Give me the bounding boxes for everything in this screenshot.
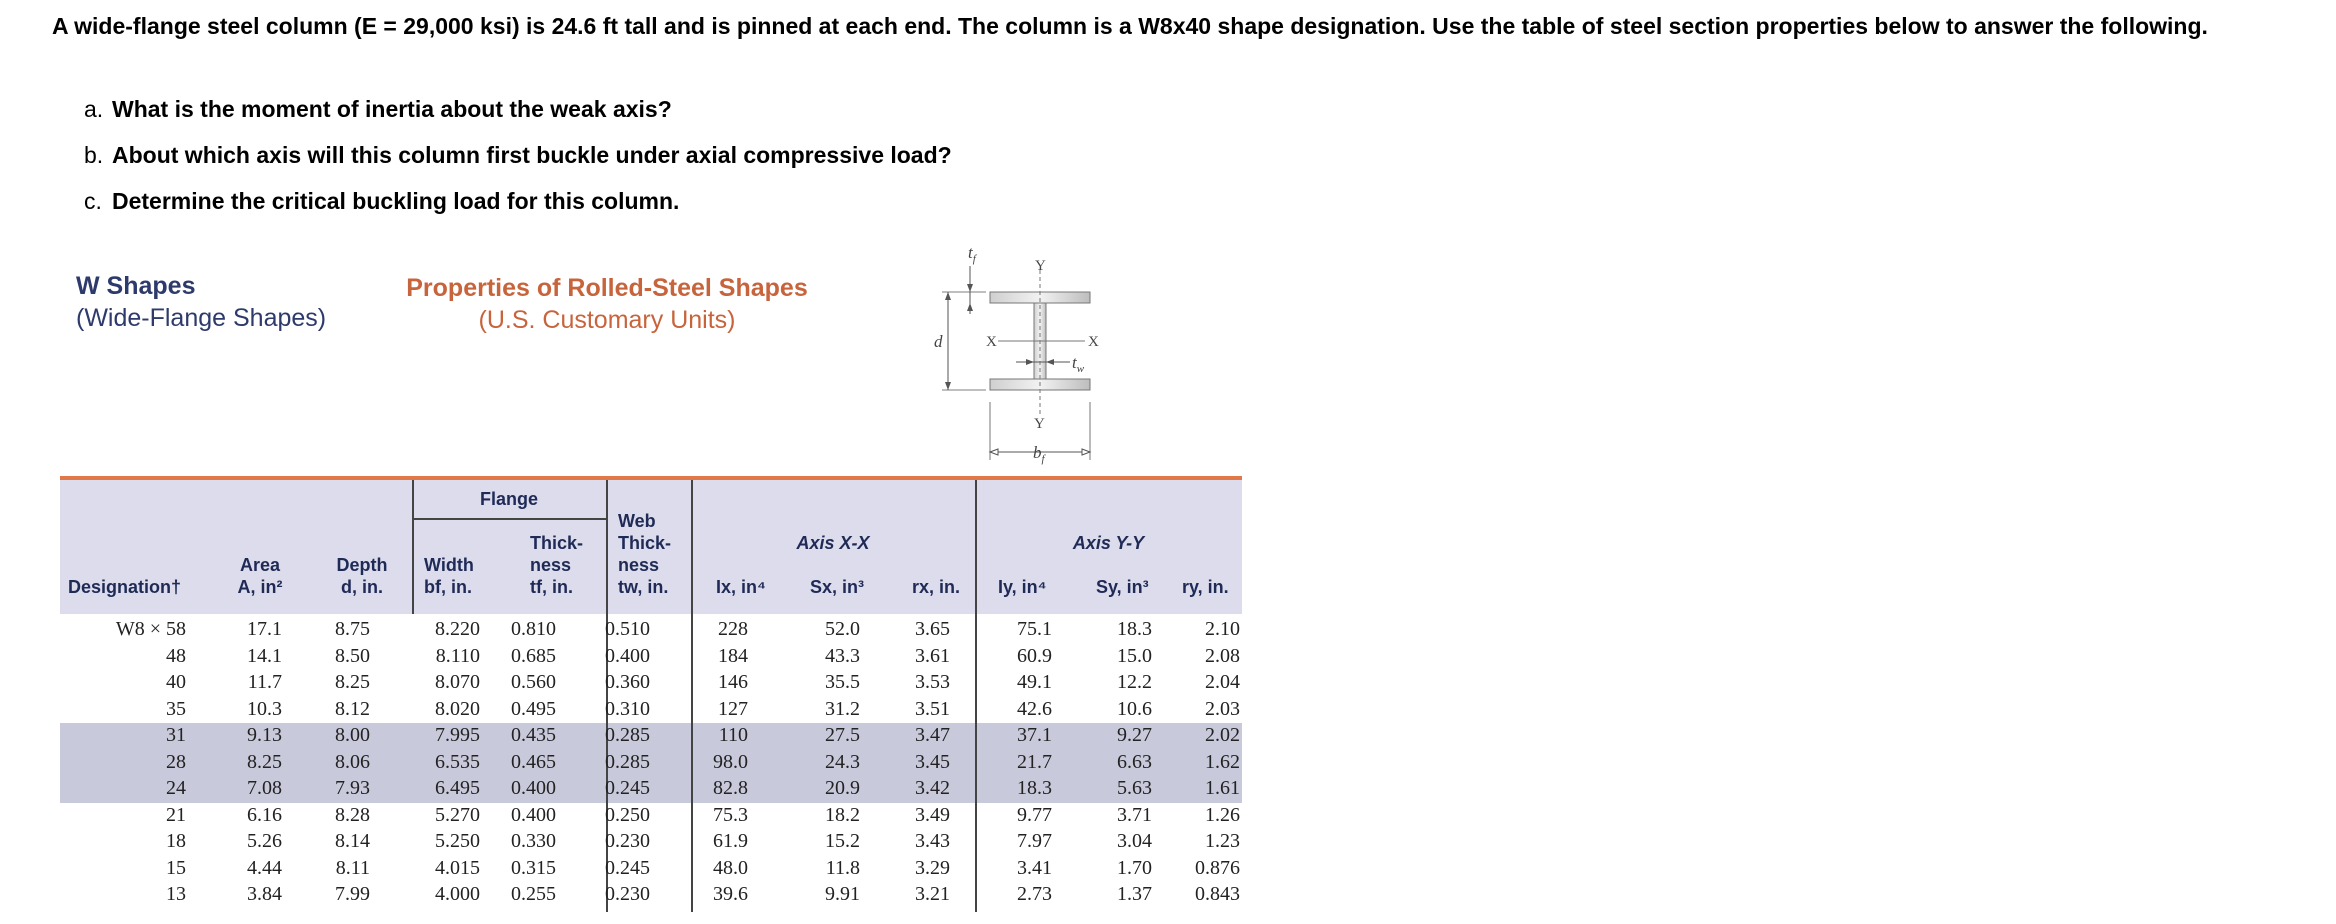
- table-cell: 3.04: [1117, 830, 1152, 852]
- table-cell: 7.995: [435, 724, 480, 746]
- table-cell: 3.41: [1017, 856, 1052, 879]
- col-web-thickness: Thick- ness tw, in.: [618, 533, 672, 597]
- question-letter: a.: [84, 95, 104, 122]
- designation-cell: 15: [166, 856, 186, 879]
- table-cell: 3.84: [247, 883, 282, 905]
- axis-y-group-header: Axis Y-Y: [1072, 533, 1145, 553]
- table-cell: 10.3: [247, 697, 282, 720]
- table-cell: 15.2: [825, 830, 860, 852]
- table-cell: 0.400: [511, 777, 556, 799]
- table-cell: 12.2: [1117, 671, 1152, 693]
- table-cell: 3.65: [915, 618, 950, 640]
- table-cell: 8.11: [335, 856, 370, 879]
- table-cell: 5.250: [435, 830, 480, 852]
- table-cell: 1.61: [1205, 777, 1240, 799]
- question-text: What is the moment of inertia about the weak axis?: [112, 95, 672, 122]
- table-cell: 3.45: [915, 750, 950, 773]
- table-cell: 8.28: [335, 803, 370, 826]
- table-cell: 0.560: [511, 671, 556, 693]
- designation-cell: W8 × 58: [115, 618, 186, 640]
- table-cell: 9.13: [247, 724, 282, 746]
- col-sy: Sy, in³: [1096, 577, 1149, 597]
- label-bf: $b_f$: [1033, 443, 1045, 465]
- designation-cell: 13: [166, 883, 186, 905]
- table-cell: 4.000: [435, 883, 480, 905]
- question-letter: c.: [84, 187, 102, 214]
- table-cell: 8.50: [335, 644, 370, 667]
- col-rx: rx, in.: [912, 577, 961, 597]
- table-cell: 20.9: [825, 777, 860, 799]
- table-cell: 228: [718, 618, 748, 640]
- w-shapes-title: [76, 270, 326, 334]
- table-cell: 6.535: [435, 750, 480, 773]
- table-cell: 11.7: [247, 671, 282, 693]
- table-cell: 10.6: [1117, 697, 1152, 720]
- table-cell: 18.3: [1017, 777, 1052, 799]
- table-cell: 7.93: [335, 777, 370, 799]
- table-cell: 1.70: [1117, 856, 1152, 879]
- table-cell: 8.06: [335, 750, 370, 773]
- table-cell: 3.29: [915, 856, 950, 879]
- col-width: Width bf, in.: [424, 555, 474, 597]
- table-cell: 7.99: [335, 883, 370, 905]
- axis-x-group-header: Axis X-X: [796, 533, 870, 553]
- table-cell: 0.400: [605, 644, 650, 667]
- table-cell: 2.08: [1205, 644, 1240, 667]
- col-sx: Sx, in³: [810, 577, 865, 597]
- table-cell: 2.04: [1205, 671, 1240, 693]
- col-iy: Iy, in⁴: [998, 577, 1047, 597]
- table-cell: 0.465: [511, 750, 556, 773]
- table-cell: 75.1: [1017, 618, 1052, 640]
- table-cell: 0.255: [511, 883, 556, 905]
- table-cell: 18.3: [1117, 618, 1152, 640]
- table-cell: 3.43: [915, 830, 950, 852]
- table-cell: 0.360: [605, 671, 650, 693]
- label-d: d: [934, 332, 943, 351]
- label-tw: $t_w$: [1072, 353, 1085, 375]
- question-parts: [84, 86, 952, 224]
- question-letter: b.: [84, 141, 104, 168]
- table-cell: 0.245: [605, 856, 650, 879]
- table-cell: 0.250: [605, 803, 650, 826]
- table-cell: 0.495: [511, 697, 556, 720]
- table-cell: 0.285: [605, 724, 650, 746]
- table-cell: 6.63: [1117, 750, 1152, 773]
- web-group-header: Web: [618, 511, 656, 531]
- table-cell: 8.12: [335, 697, 370, 720]
- table-cell: 1.26: [1205, 803, 1240, 826]
- table-cell: 2.03: [1205, 697, 1240, 720]
- label-x-right: X: [1088, 334, 1099, 350]
- col-area: Area A, in²: [237, 555, 283, 597]
- w-shapes-heading: W Shapes: [76, 272, 196, 300]
- properties-subheading: (U.S. Customary Units): [478, 306, 736, 334]
- table-cell: 8.070: [435, 671, 480, 693]
- table-cell: 39.6: [713, 883, 748, 905]
- w-shapes-subheading: (Wide-Flange Shapes): [76, 304, 327, 332]
- designation-cell: 24: [166, 777, 186, 799]
- flange-group-rule: [412, 518, 606, 520]
- table-cell: 1.23: [1205, 830, 1240, 852]
- table-cell: 9.91: [825, 883, 860, 905]
- table-cell: 48.0: [713, 856, 748, 879]
- designation-cell: 48: [166, 644, 186, 667]
- question-a: [84, 86, 952, 132]
- properties-title: [397, 272, 817, 336]
- table-cell: 49.1: [1017, 671, 1052, 693]
- question-text: Determine the critical buckling load for this column.: [112, 187, 680, 214]
- table-cell: 0.230: [605, 830, 650, 852]
- designation-cell: 40: [166, 671, 186, 693]
- table-cell: 5.63: [1117, 777, 1152, 799]
- table-cell: 9.77: [1017, 803, 1052, 826]
- table-cell: 75.3: [713, 803, 748, 826]
- question-text: About which axis will this column first buckle under axial compressive load?: [112, 141, 952, 168]
- table-cell: 0.685: [511, 644, 556, 667]
- table-cell: 15.0: [1117, 644, 1152, 667]
- table-cell: 11.8: [825, 856, 860, 879]
- designation-cell: 28: [166, 750, 186, 773]
- table-cell: 4.44: [247, 856, 282, 879]
- table-cell: 3.71: [1117, 803, 1152, 826]
- col-depth: Depth d, in.: [336, 555, 388, 597]
- table-cell: 0.330: [511, 830, 556, 852]
- table-cell: 0.285: [605, 750, 650, 773]
- table-cell: 8.14: [335, 830, 370, 852]
- table-cell: 184: [718, 644, 748, 667]
- table-cell: 60.9: [1017, 644, 1052, 667]
- designation-cell: 21: [166, 803, 186, 826]
- table-cell: 31.2: [825, 697, 860, 720]
- table-cell: 110: [718, 724, 748, 746]
- table-cell: 43.3: [825, 644, 860, 667]
- table-cell: 0.435: [511, 724, 556, 746]
- table-cell: 0.810: [511, 618, 556, 640]
- designation-cell: 18: [166, 830, 186, 852]
- table-cell: 3.47: [915, 724, 950, 746]
- table-cell: 1.62: [1205, 750, 1240, 773]
- table-cell: 0.876: [1195, 856, 1240, 879]
- label-x-left: X: [986, 334, 997, 350]
- col-designation: Designation†: [68, 577, 182, 597]
- table-cell: 0.510: [605, 618, 650, 640]
- table-cell: 5.26: [247, 830, 282, 852]
- table-cell: 3.51: [915, 697, 950, 720]
- table-cell: 37.1: [1017, 724, 1052, 746]
- table-cell: 27.5: [825, 724, 860, 746]
- table-cell: 35.5: [825, 671, 860, 693]
- table-cell: 24.3: [825, 750, 860, 773]
- table-cell: 8.020: [435, 697, 480, 720]
- table-cell: 3.21: [915, 883, 950, 905]
- table-cell: 8.25: [335, 671, 370, 693]
- table-cell: 7.97: [1017, 830, 1052, 852]
- table-cell: 0.400: [511, 803, 556, 826]
- table-cell: 8.25: [247, 750, 282, 773]
- table-cell: 2.10: [1205, 618, 1240, 640]
- question-b: [84, 132, 952, 178]
- table-cell: 5.270: [435, 803, 480, 826]
- table-cell: 4.015: [435, 856, 480, 879]
- label-y-bottom: Y: [1034, 416, 1045, 432]
- col-flange-thickness: Thick- ness tf, in.: [530, 533, 584, 597]
- table-cell: 127: [718, 697, 748, 720]
- table-cell: 8.110: [435, 644, 480, 667]
- table-cell: 42.6: [1017, 697, 1052, 720]
- table-cell: 6.16: [247, 803, 282, 826]
- properties-heading: Properties of Rolled-Steel Shapes: [406, 274, 808, 302]
- table-cell: 3.61: [915, 644, 950, 667]
- table-cell: 21.7: [1017, 750, 1052, 773]
- table-cell: 82.8: [713, 777, 748, 799]
- table-cell: 2.02: [1205, 724, 1240, 746]
- table-cell: 8.220: [435, 618, 480, 640]
- designation-cell: 35: [166, 697, 186, 720]
- table-shaded-band: [60, 723, 1242, 803]
- col-ix: Ix, in⁴: [716, 577, 766, 597]
- wide-flange-section-diagram: [920, 240, 1160, 470]
- table-cell: 0.310: [605, 697, 650, 720]
- table-cell: 1.37: [1117, 883, 1152, 905]
- problem-statement: A wide-flange steel column (E = 29,000 ksi) is 24.6 ft tall and is pinned at each end. The column is a W8x40 shape designation. Use the table of steel section properties below to answer the following.: [52, 13, 2208, 39]
- label-tf: $t_f$: [968, 243, 976, 265]
- table-cell: 7.08: [247, 777, 282, 799]
- table-cell: 3.49: [915, 803, 950, 826]
- table-cell: 3.42: [915, 777, 950, 799]
- table-cell: 146: [718, 671, 748, 693]
- table-cell: 0.315: [511, 856, 556, 879]
- table-cell: 8.75: [335, 618, 370, 640]
- table-cell: 61.9: [713, 830, 748, 852]
- col-ry: ry, in.: [1182, 577, 1229, 597]
- table-cell: 9.27: [1117, 724, 1152, 746]
- section-properties-table: [60, 476, 1242, 912]
- table-cell: 52.0: [825, 618, 860, 640]
- question-c: [84, 178, 952, 224]
- designation-cell: 31: [166, 724, 186, 746]
- table-cell: 8.00: [335, 724, 370, 746]
- table-cell: 0.843: [1195, 883, 1240, 905]
- label-y-top: Y: [1035, 258, 1046, 274]
- table-cell: 3.53: [915, 671, 950, 693]
- table-cell: 2.73: [1017, 883, 1052, 905]
- flange-group-header: Flange: [479, 489, 538, 509]
- table-cell: 6.495: [435, 777, 480, 799]
- table-cell: 18.2: [825, 803, 860, 826]
- table-cell: 17.1: [247, 618, 282, 640]
- table-cell: 0.245: [605, 777, 650, 799]
- table-cell: 98.0: [713, 750, 748, 773]
- table-cell: 0.230: [605, 883, 650, 905]
- table-cell: 14.1: [247, 644, 282, 667]
